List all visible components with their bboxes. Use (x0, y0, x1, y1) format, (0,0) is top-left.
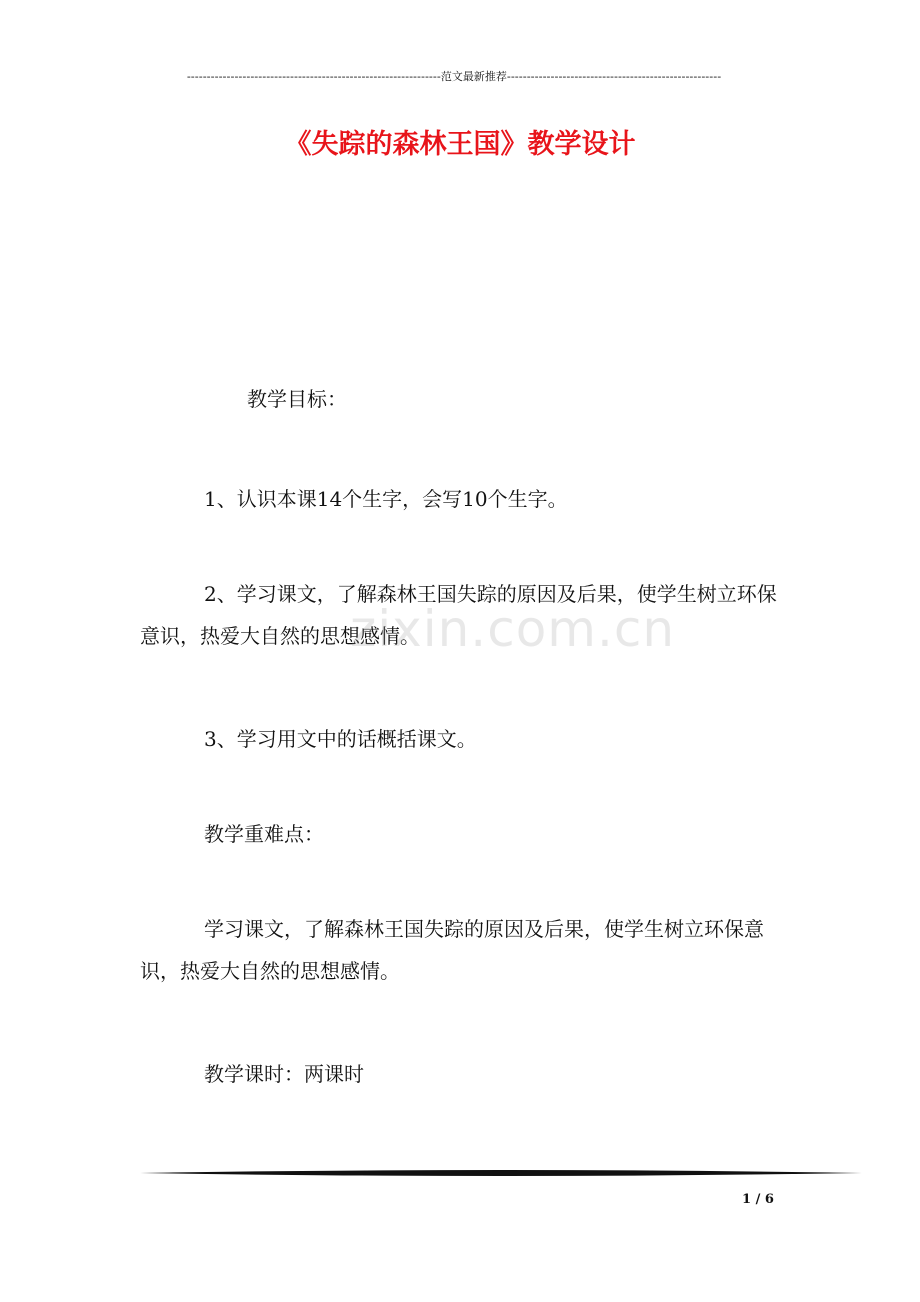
document-title: 《失踪的森林王国》教学设计 (284, 129, 636, 160)
page-number: 1 / 6 (742, 1192, 774, 1207)
objective-1: 1、认识本课14个生字，会写10个生字。 (204, 487, 568, 511)
header-banner: ----------------------------------------------------------------范文最新推荐------------------------------------------------------ (186, 70, 722, 83)
section-heading-key-points: 教学重难点： (204, 822, 324, 846)
watermark: zixin.com.cn (350, 600, 676, 658)
objective-3: 3、学习用文中的话概括课文。 (204, 727, 477, 751)
section-heading-objectives: 教学目标： (247, 387, 347, 411)
key-points-text: 学习课文，了解森林王国失踪的原因及后果，使学生树立环保意识，热爱大自然的思想感情。 (140, 917, 764, 983)
objective-2: 2、学习课文，了解森林王国失踪的原因及后果，使学生树立环保意识，热爱大自然的思想感情。 (140, 582, 777, 648)
lesson-hours: 教学课时：两课时 (204, 1062, 364, 1086)
footer-divider (140, 1168, 862, 1178)
